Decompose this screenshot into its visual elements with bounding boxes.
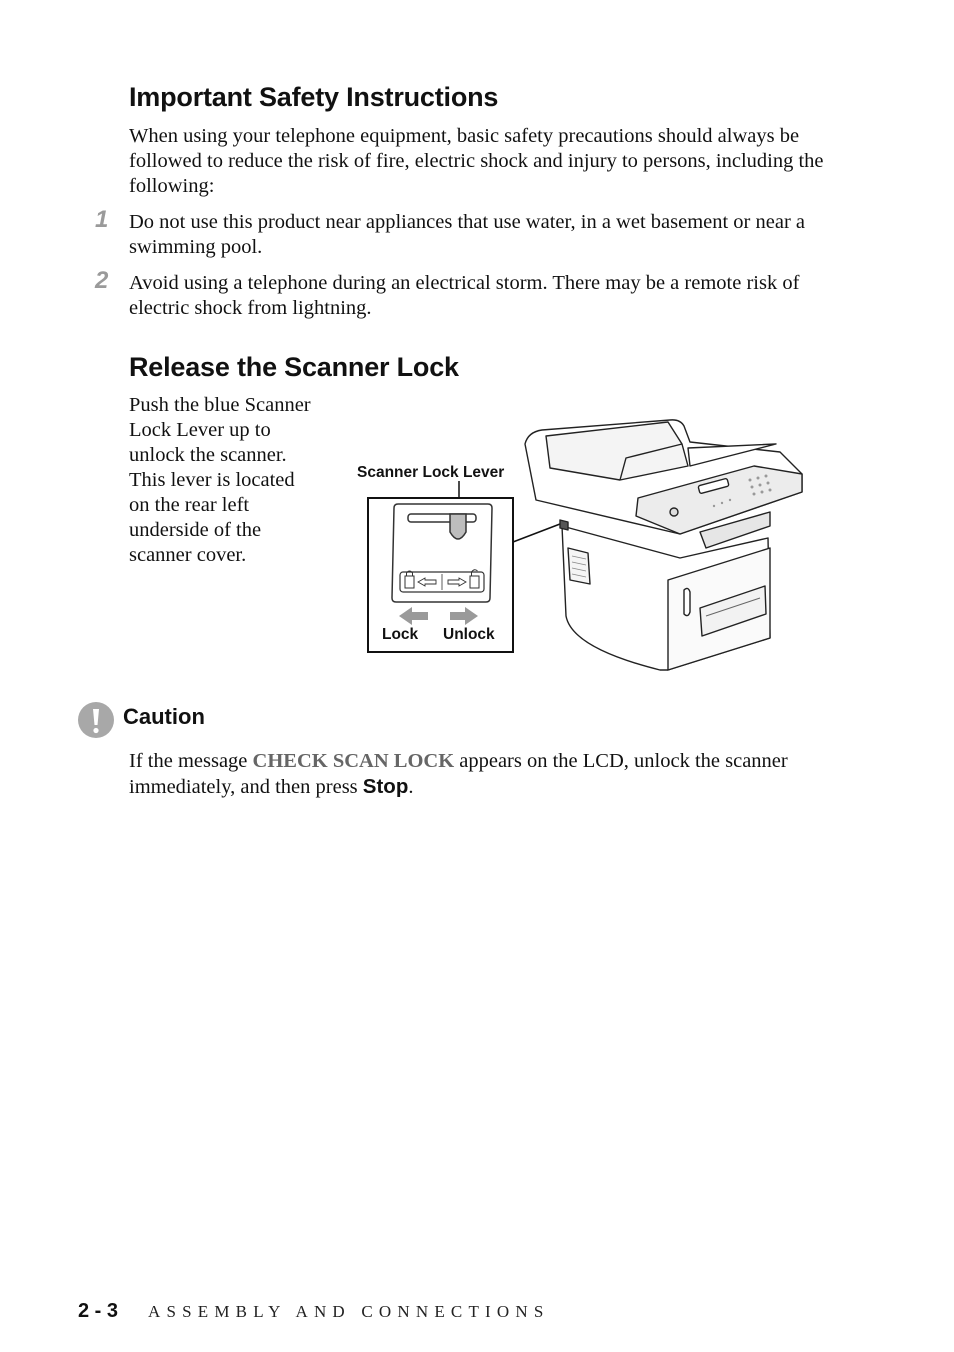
mfc-machine-illustration	[525, 420, 802, 670]
scanner-lock-figure	[350, 408, 820, 683]
caution-text-before: If the message	[129, 750, 253, 772]
step-text-1: Do not use this product near appliances that use water, in a wet basement or near a swimming pool.	[129, 211, 806, 258]
page-number: 2 - 3	[78, 1300, 119, 1322]
step-number-2: 2	[95, 267, 109, 294]
scanner-lock-lever-label: Scanner Lock Lever	[357, 464, 505, 481]
safety-heading: Important Safety Instructions	[129, 82, 499, 112]
body-line: scanner cover.	[129, 544, 247, 566]
lock-icon-right	[470, 576, 479, 588]
exclamation-icon	[78, 702, 114, 738]
stop-key-label: Stop	[362, 775, 409, 798]
caution-text-middle: appears on the LCD, unlock the scanner immediately, and then press	[129, 750, 788, 798]
lcd-message: CHECK SCAN LOCK	[252, 750, 455, 772]
caution-label: Caution	[123, 704, 205, 729]
body-line: unlock the scanner.	[129, 444, 287, 466]
connector-line	[513, 524, 560, 542]
body-line: underside of the	[129, 519, 262, 541]
body-line: on the rear left	[129, 494, 250, 516]
unlock-label: Unlock	[443, 626, 495, 643]
caution-text	[129, 749, 829, 800]
body-line: This lever is located	[129, 469, 295, 491]
step-text-2: Avoid using a telephone during an electrical storm. There may be a remote risk of electric shock from lightning.	[129, 272, 800, 319]
scanner-lock-heading: Release the Scanner Lock	[129, 352, 459, 382]
lever-handle	[450, 514, 466, 539]
caution-text-after: .	[408, 776, 414, 798]
lock-icon-left	[405, 576, 414, 588]
lock-label: Lock	[382, 626, 419, 643]
body-line: Push the blue Scanner	[129, 394, 311, 416]
safety-intro: When using your telephone equipment, basic safety precautions should always be followed to reduce the risk of fire, electric shock and injury to persons, including the following:	[129, 125, 824, 197]
step-number-1: 1	[95, 206, 109, 233]
scanner-lock-body	[129, 393, 339, 568]
body-line: Lock Lever up to	[129, 419, 271, 441]
chapter-title: ASSEMBLY AND CONNECTIONS	[148, 1302, 550, 1321]
